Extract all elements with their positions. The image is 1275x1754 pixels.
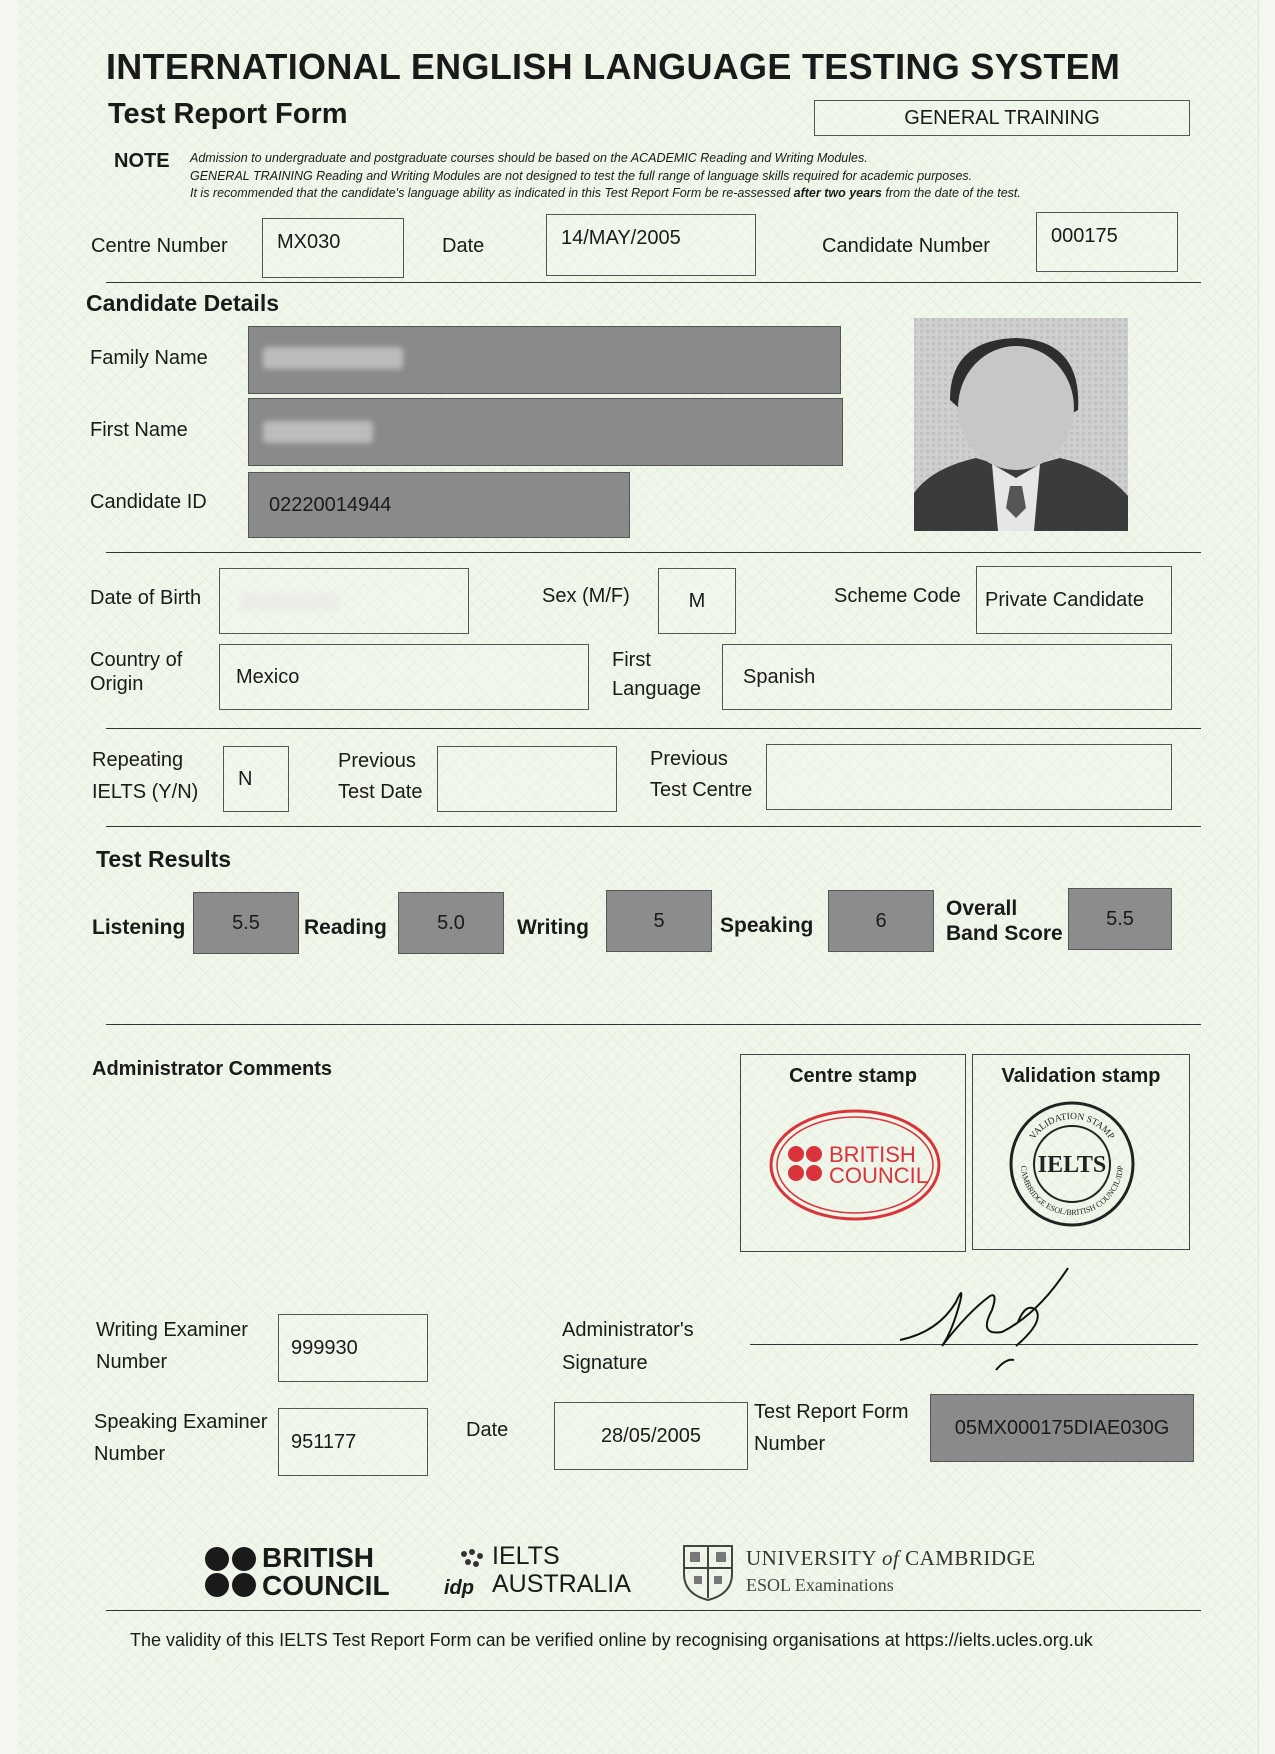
ielts-validation-seal	[1007, 1099, 1137, 1229]
trf-number-field	[930, 1394, 1194, 1462]
admin-signature-label: Administrator's Signature	[562, 1319, 694, 1374]
previous-test-centre-label: Previous Test Centre	[650, 748, 753, 801]
report-form	[18, 0, 1259, 1754]
candidate-number-value: 000175	[1051, 225, 1118, 247]
admin-date-value: 28/05/2005	[600, 1424, 702, 1447]
test-date-value: 14/MAY/2005	[561, 227, 681, 249]
first-language-field	[722, 644, 1172, 710]
validation-stamp-box	[972, 1054, 1190, 1250]
admin-date-field	[554, 1402, 748, 1470]
divider-1	[106, 282, 1201, 283]
listening-label: Listening	[92, 916, 186, 939]
first-language-label: First Language	[612, 649, 701, 700]
cambridge-logo-line-2: ESOL Examinations	[746, 1575, 894, 1595]
previous-test-date-label: Previous Test Date	[338, 750, 423, 803]
repeating-field	[223, 746, 289, 812]
writing-label: Writing	[517, 916, 589, 939]
candidate-photo	[914, 318, 1128, 531]
idp-logo-line-2: AUSTRALIA	[492, 1570, 631, 1598]
sex-label: Sex (M/F)	[542, 585, 630, 607]
svg-text:COUNCIL: COUNCIL	[829, 1163, 929, 1188]
repeating-label: Repeating IELTS (Y/N)	[92, 749, 199, 803]
svg-text:CAMBRIDGE ESOL/BRITISH COUNCIL: CAMBRIDGE ESOL/BRITISH COUNCIL/IDP	[1018, 1165, 1126, 1218]
centre-stamp-box	[740, 1054, 966, 1252]
overall-band-label: Overall Band Score	[946, 897, 1063, 946]
date-label: Date	[442, 235, 485, 257]
svg-text:IELTS: IELTS	[1037, 1152, 1107, 1178]
listening-score: 5.5	[193, 892, 299, 954]
centre-stamp-title: Centre stamp	[789, 1065, 917, 1087]
scheme-code-label: Scheme Code	[834, 585, 961, 607]
previous-test-date-field	[437, 746, 617, 812]
note-line-2: GENERAL TRAINING Reading and Writing Modules are not designed to test the full range of language skills required for academic purposes.	[190, 168, 973, 183]
module-box	[814, 100, 1190, 136]
reading-label: Reading	[304, 916, 387, 939]
form-title: INTERNATIONAL ENGLISH LANGUAGE TESTING SYSTEM	[106, 46, 1121, 87]
speaking-score: 6	[828, 890, 934, 952]
divider-footer	[106, 1610, 1201, 1611]
validation-stamp-title: Validation stamp	[1001, 1065, 1161, 1087]
ielts-australia-logo	[444, 1542, 644, 1602]
country-label: Country of Origin	[90, 649, 183, 695]
note-line-3: It is recommended that the candidate's language ability as indicated in this Test Report Form be re-assessed after two years from the date of the test.	[190, 186, 1021, 200]
handwritten-signature	[898, 1262, 1088, 1382]
candidate-id-label: Candidate ID	[90, 491, 207, 513]
family-name-field	[248, 326, 841, 394]
redacted-first-name	[263, 421, 373, 443]
redacted-dob	[240, 593, 340, 611]
idp-logo-line-1: IELTS	[492, 1542, 560, 1570]
writing-examiner-label: Writing Examiner Number	[96, 1319, 248, 1373]
scheme-code-value: Private Candidate	[985, 588, 1144, 611]
module-value: GENERAL TRAINING	[904, 106, 1100, 129]
centre-number-value: MX030	[277, 231, 341, 253]
candidate-number-label: Candidate Number	[822, 235, 990, 257]
sex-value: M	[688, 589, 706, 612]
repeating-value: N	[238, 767, 253, 790]
candidate-id-value: 02220014944	[269, 493, 392, 516]
country-field	[219, 644, 589, 710]
admin-date-label: Date	[466, 1419, 509, 1441]
writing-examiner-value: 999930	[291, 1336, 358, 1359]
footer-verification-text: The validity of this IELTS Test Report Form can be verified online by recognising organisations at https://ielts.ucles.org.uk	[130, 1630, 1093, 1650]
test-results-heading: Test Results	[96, 846, 232, 872]
divider-4	[106, 826, 1201, 827]
reading-score: 5.0	[398, 892, 504, 954]
note-line-1: Admission to undergraduate and postgraduate courses should be based on the ACADEMIC Reading and Writing Modules.	[190, 151, 868, 165]
family-name-label: Family Name	[90, 347, 208, 369]
british-council-logo	[204, 1542, 394, 1601]
candidate-id-field	[248, 472, 630, 538]
idp-mark: idp	[444, 1577, 474, 1599]
overall-band-score: 5.5	[1068, 888, 1172, 950]
scheme-code-field	[976, 566, 1172, 634]
candidate-details-heading: Candidate Details	[86, 290, 279, 316]
bc-logo-line-2: COUNCIL	[262, 1570, 390, 1601]
centre-number-label: Centre Number	[91, 235, 228, 257]
redacted-family-name	[263, 347, 403, 369]
divider-5	[106, 1024, 1201, 1025]
first-language-value: Spanish	[743, 665, 816, 688]
note-label: NOTE	[114, 150, 170, 172]
country-value: Mexico	[236, 665, 300, 688]
admin-comments-label: Administrator Comments	[92, 1058, 333, 1080]
trf-number-label: Test Report Form Number	[754, 1401, 909, 1455]
speaking-label: Speaking	[720, 914, 814, 937]
cambridge-logo-line-1: UNIVERSITY of CAMBRIDGE	[746, 1546, 1036, 1570]
form-subtitle: Test Report Form	[108, 98, 348, 130]
trf-number-value: 05MX000175DIAE030G	[954, 1416, 1170, 1439]
speaking-examiner-field	[278, 1408, 428, 1476]
cambridge-esol-logo	[682, 1544, 1082, 1604]
speaking-examiner-label: Speaking Examiner Number	[94, 1411, 268, 1465]
note-text	[190, 150, 1021, 203]
svg-text:VALIDATION STAMP: VALIDATION STAMP	[1028, 1111, 1116, 1142]
first-name-field	[248, 398, 843, 466]
divider-2	[106, 552, 1201, 553]
divider-3	[106, 728, 1201, 729]
previous-test-centre-field	[766, 744, 1172, 810]
writing-score: 5	[606, 890, 712, 952]
svg-text:BRITISH: BRITISH	[829, 1142, 916, 1167]
candidate-number-box	[1036, 212, 1178, 272]
dob-field	[219, 568, 469, 634]
dob-label: Date of Birth	[90, 587, 202, 609]
first-name-label: First Name	[90, 419, 188, 441]
centre-number-box	[262, 218, 404, 278]
british-council-stamp	[767, 1107, 943, 1223]
bc-logo-line-1: BRITISH	[262, 1542, 374, 1573]
writing-examiner-field	[278, 1314, 428, 1382]
sex-field	[658, 568, 736, 634]
speaking-examiner-value: 951177	[291, 1430, 357, 1453]
test-date-box	[546, 214, 756, 276]
